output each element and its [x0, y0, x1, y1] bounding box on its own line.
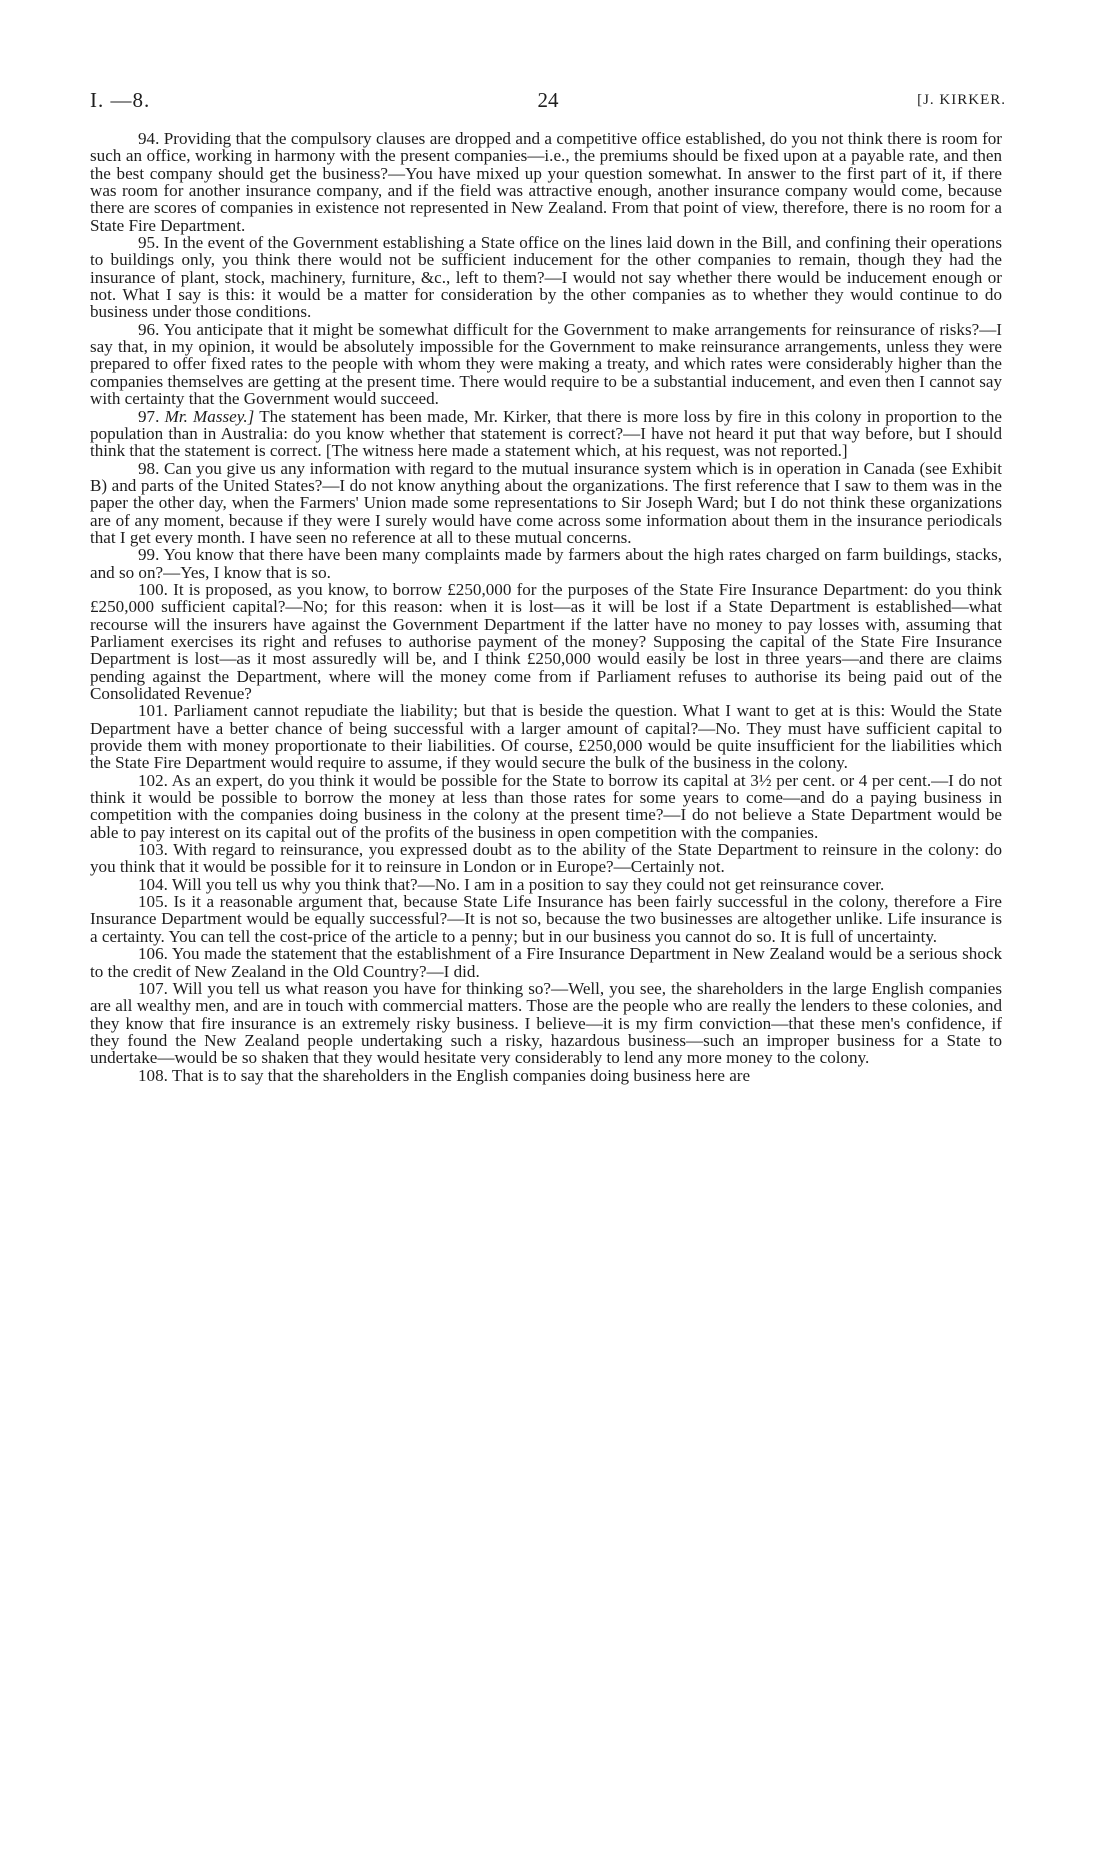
question-paragraph [90, 130, 1002, 234]
question-text: It is proposed, as you know, to borrow £250,000 for the purposes of the State Fire Insurance Department: do you think £250,000 sufficient capital?—No; for this reason: when it is lost—as it will be lost if a State Department is established—what recourse will the insurers have against the Government Department if the latter have no money to pay losses with, assuming that Parliament exercises its right and refuses to authorise payment of the money? Supposing the capital of the State Fire Insurance Department is lost—as it most assuredly will be, and I think £250,000 would easily be lost in three years—and there are claims pending against the Department, where will the money come from if Parliament refuses to authorise its being paid out of the Consolidated Revenue? [90, 579, 1003, 703]
question-number: 94. [138, 129, 160, 148]
page-number: 24 [537, 88, 559, 112]
question-paragraph [90, 460, 1002, 547]
question-text: You anticipate that it might be somewhat difficult for the Government to make arrangements for reinsurance of risks?—I say that, in my opinion, it would be absolutely impossible for the Government to make reinsurance arrangements, unless they were prepared to offer fixed rates to the people with whom they were making a treaty, and which rates were considerably higher than the companies themselves are getting at the present time. There would require to be a substantial inducement, and even then I cannot say with certainty that the Government would succeed. [90, 319, 1002, 409]
question-paragraph [90, 702, 1002, 771]
question-number: 99. [138, 545, 160, 565]
question-number: 101. [138, 701, 168, 721]
question-text: As an expert, do you think it would be possible for the State to borrow its capital at 3½ per cent. or 4 per cent.—I do not think it would be possible to borrow the money at less than those rates for some years to come—and do a paying business in competition with the companies doing business in the colony at the present time?—I do not believe a State Department would be able to pay interest on its capital out of the profits of the business in open competition with the companies. [90, 770, 1002, 842]
question-paragraph [90, 234, 1002, 321]
paper-reference: I. —8. [90, 88, 151, 112]
question-number: 104. [138, 874, 168, 894]
question-text: You made the statement that the establishment of a Fire Insurance Department in New Zealand would be a serious shock to the credit of New Zealand in the Old Country?—I did. [90, 944, 1002, 981]
question-paragraph [90, 772, 1002, 841]
question-text: That is to say that the shareholders in the English companies doing business here are [171, 1065, 751, 1085]
question-paragraph [90, 321, 1002, 408]
question-paragraph [90, 1067, 1002, 1084]
question-text: In the event of the Government establishing a State office on the lines laid down in the Bill, and confining their operations to buildings only, you think there would not be sufficient inducement for the other companies to remain, though they had the insurance of plant, stock, machinery, furniture, &c., left to them?—I would not say whether there would be inducement enough or not. What I say is this: it would be a matter for consideration by the other companies as to whether they would continue to do business under those conditions. [90, 233, 1002, 322]
question-text: Providing that the compulsory clauses are dropped and a competitive office established, do you not think there is room for such an office, working in harmony with the present companies—i.e., the premiums should be fixed upon at a payable rate, and then the best company should get the business?—You have mixed up your question somewhat. In answer to the first part of it, if there was room for another insurance company, and if the field was attractive enough, another insurance company would come, because there are scores of companies in existence not represented in New Zealand. From that point of view, therefore, there is no room for a State Fire Department. [90, 129, 1002, 235]
page-header [90, 88, 1006, 122]
question-paragraph [90, 876, 1002, 893]
question-number: 100. [138, 579, 168, 599]
question-text: You know that there have been many complaints made by farmers about the high rates charged on farm buildings, stacks, and so on?—Yes, I know that is so. [90, 545, 1003, 582]
question-paragraph [90, 546, 1002, 581]
question-text: The statement has been made, Mr. Kirker, that there is more loss by fire in this colony in proportion to the population than in Australia: do you know whether that statement is correct?—I have not heard it put that way before, but I should think that the statement is correct. [The witness here made a statement which, at his request, was not reported.] [90, 406, 1002, 461]
question-paragraph [90, 408, 1002, 460]
question-number: 108. [138, 1065, 168, 1085]
question-paragraph [90, 980, 1002, 1067]
speaker-label: Mr. Massey.] [164, 406, 255, 426]
question-text: Will you tell us what reason you have for thinking so?—Well, you see, the shareholders in the large English companies are all wealthy men, and are in touch with commercial matters. Those are the people who are really the lenders to these colonies, and they know that fire insurance is an extremely risky business. I believe—it is my firm conviction—that these men's confidence, if they found the New Zealand people undertaking such a risky, hazardous business—such an improper business for a State to undertake—would be so shaken that they would hesitate very considerably to lend any more money to the colony. [90, 978, 1003, 1068]
question-number: 105. [138, 892, 168, 912]
witness-name: [J. KIRKER. [917, 92, 1006, 108]
question-number: 95. [138, 233, 160, 253]
question-paragraph [90, 945, 1002, 980]
question-paragraph [90, 581, 1002, 702]
question-text: Will you tell us why you think that?—No. I am in a position to say they could not get reinsurance cover. [171, 874, 885, 894]
question-text: Parliament cannot repudiate the liability; but that is beside the question. What I want to get at is this: Would the State Department have a better chance of being successful with a larger amount of capital?—No. They must have sufficient capital to provide them with money proportionate to their liabilities. Of course, £250,000 would be quite insufficient for the liabilities which the State Fire Department would require to assume, if they would secure the bulk of the business in the colony. [90, 701, 1002, 773]
question-text: With regard to reinsurance, you expressed doubt as to the ability of the State Department to reinsure in the colony: do you think that it would be possible for it to reinsure in London or in Europe?—Certainly not. [90, 840, 1002, 877]
document-body [90, 130, 1002, 1084]
question-number: 98. [138, 458, 160, 478]
question-number: 96. [138, 319, 160, 339]
question-paragraph [90, 893, 1002, 945]
question-number: 102. [138, 770, 168, 790]
question-number: 106. [138, 944, 168, 964]
question-text: Is it a reasonable argument that, because State Life Insurance has been fairly successful in the colony, therefore a Fire Insurance Department would be equally successful?—It is not so, because the two businesses are altogether unlike. Life insurance is a certainty. You can tell the cost-price of the article to a penny; but in our business you cannot do so. It is full of uncertainty. [90, 892, 1002, 946]
question-paragraph [90, 841, 1002, 876]
question-text: Can you give us any information with regard to the mutual insurance system which is in operation in Canada (see Exhibit B) and parts of the United States?—I do not know anything about the organizations. The first reference that I saw to them was in the paper the other day, when the Farmers' Union made some representations to Sir Joseph Ward; but I do not think these organizations are of any moment, because if they were I surely would have come across some information about them in the insurance periodicals that I get every month. I have seen no reference at all to these mutual concerns. [90, 458, 1002, 547]
question-number: 103. [138, 840, 168, 860]
question-number: 97. [138, 406, 160, 426]
question-number: 107. [138, 978, 168, 998]
